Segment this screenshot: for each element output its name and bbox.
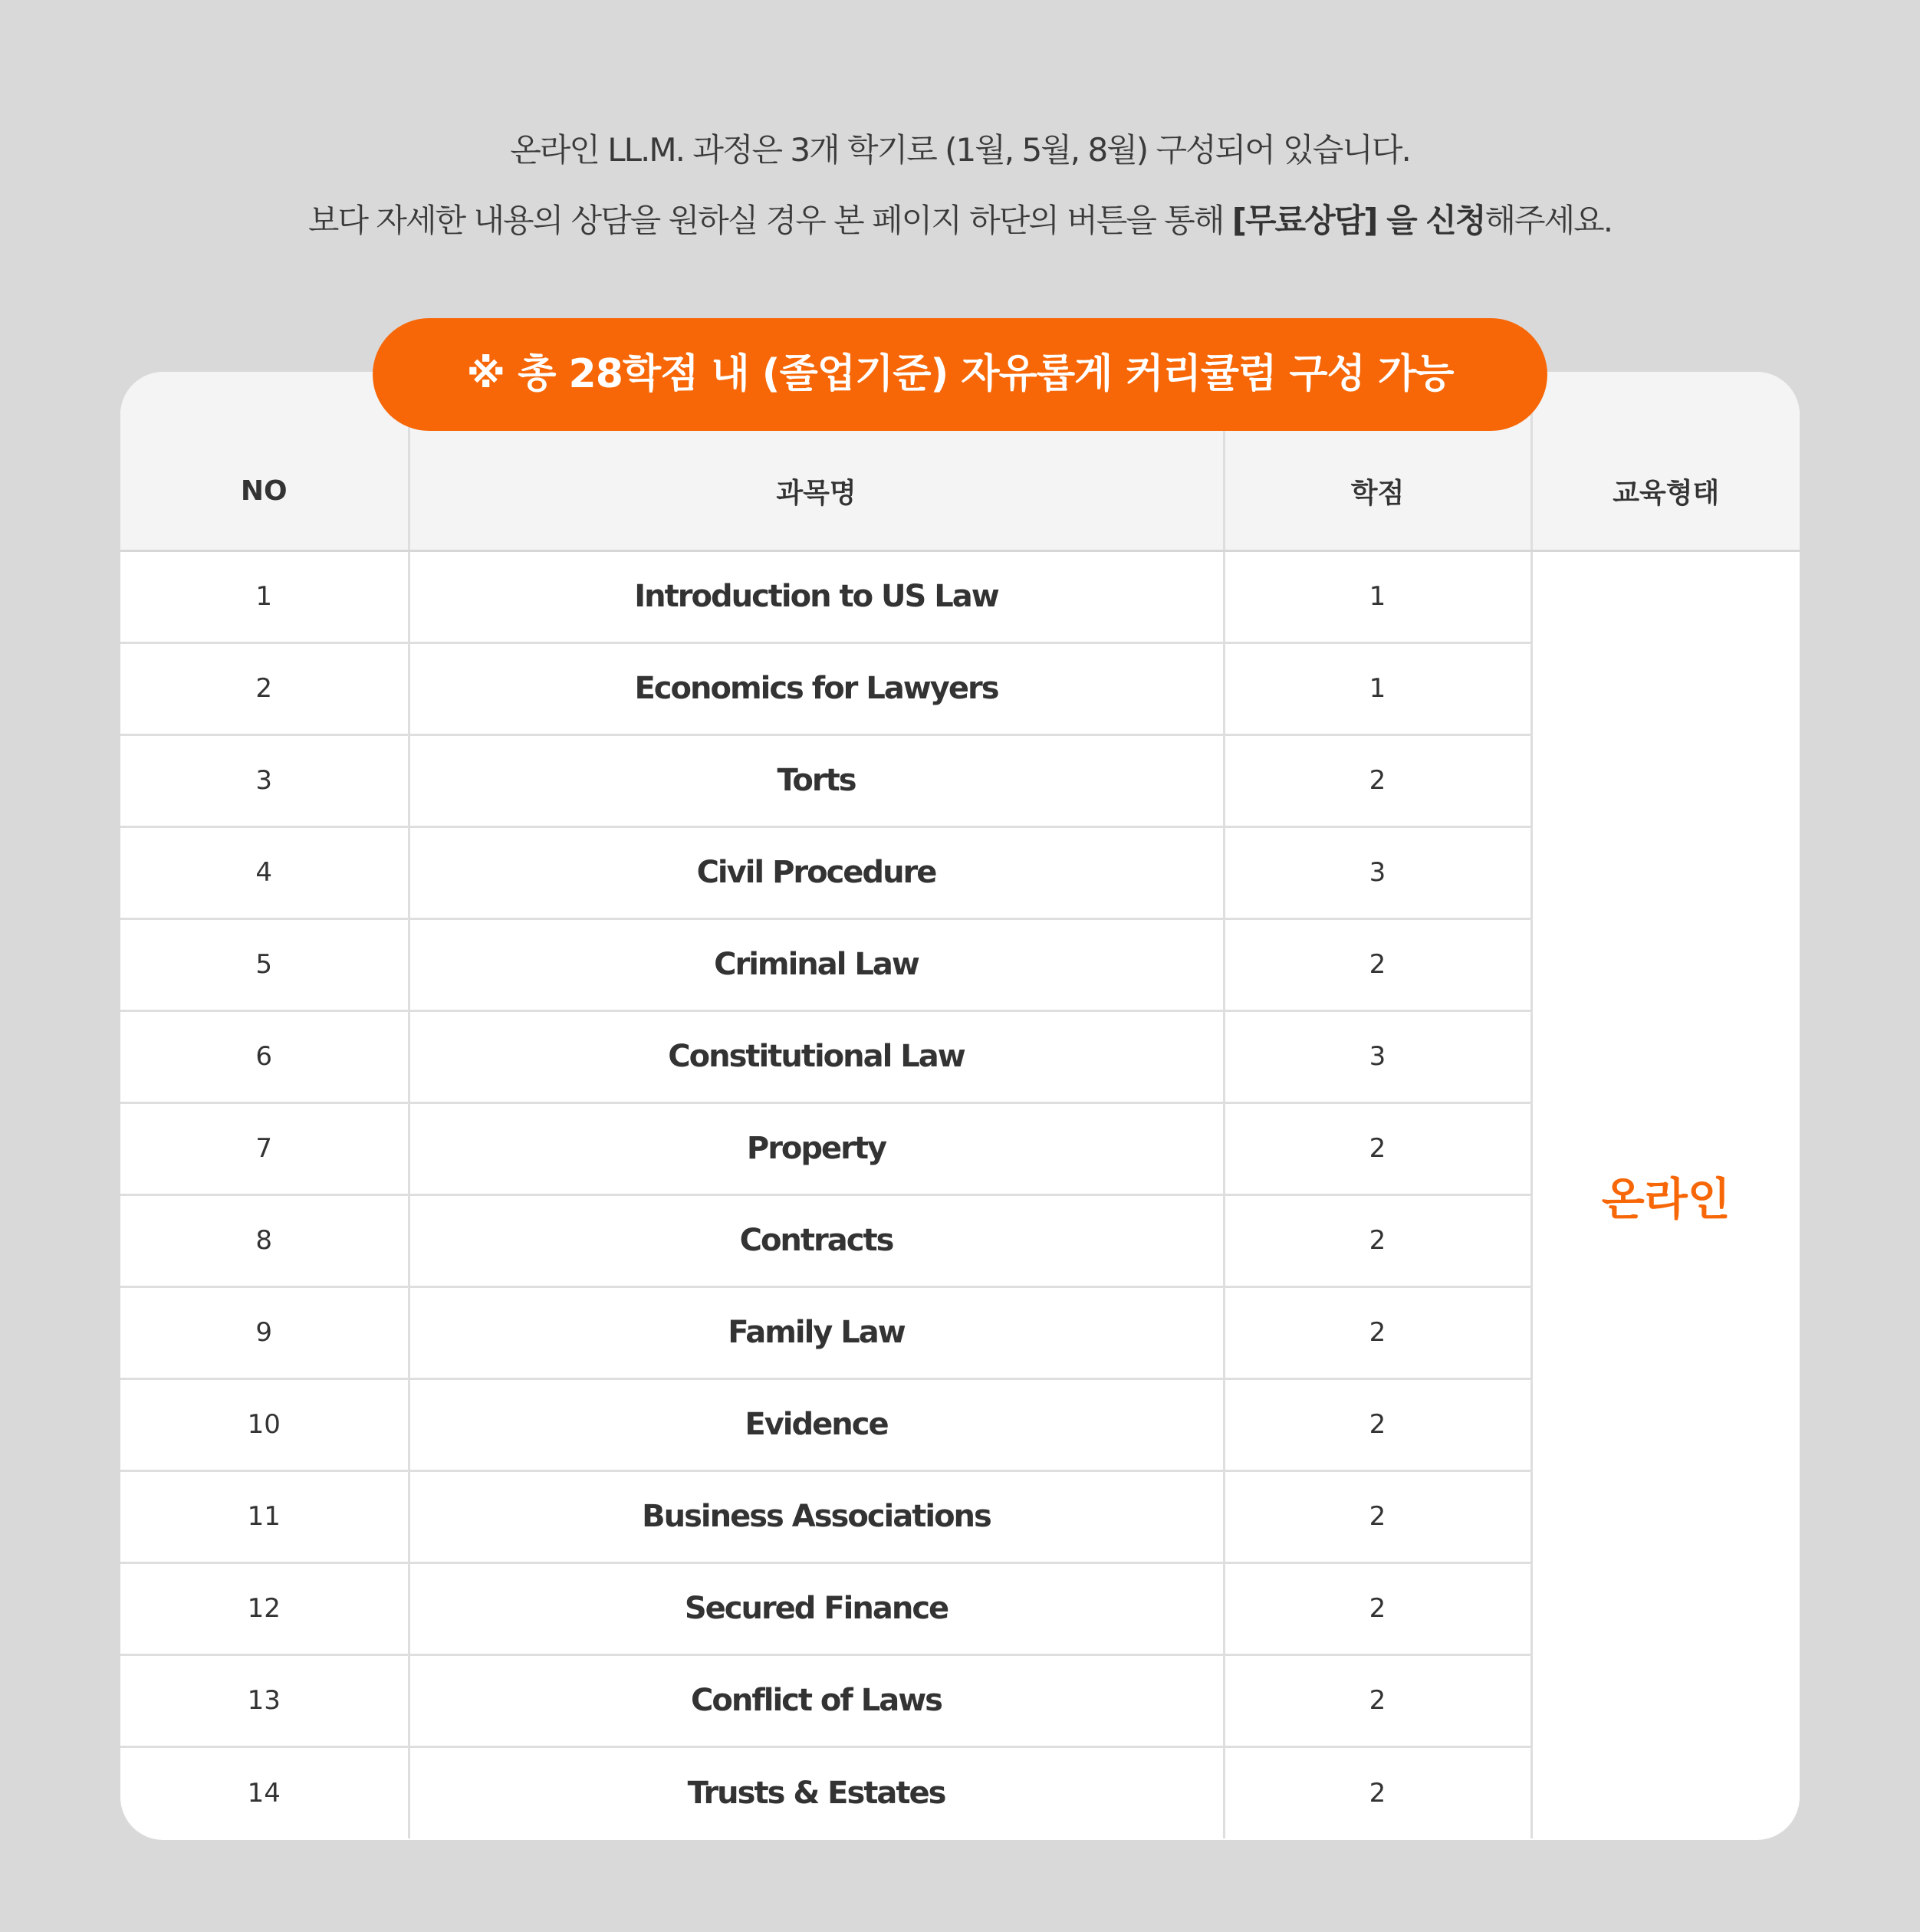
course-name: Criminal Law [409, 918, 1224, 1010]
row-no: 1 [120, 550, 409, 642]
course-name: Contracts [409, 1194, 1224, 1286]
row-no: 4 [120, 826, 409, 918]
course-name: Family Law [409, 1286, 1224, 1378]
course-name: Business Associations [409, 1470, 1224, 1562]
course-name: Secured Finance [409, 1562, 1224, 1654]
course-name: Civil Procedure [409, 826, 1224, 918]
row-no: 9 [120, 1286, 409, 1378]
row-no: 5 [120, 918, 409, 1010]
header-no: NO [120, 372, 409, 550]
header-credits: 학점 [1224, 372, 1531, 550]
course-name: Evidence [409, 1378, 1224, 1470]
apply-label: 신청 [1425, 202, 1485, 239]
course-name: Constitutional Law [409, 1010, 1224, 1102]
course-name: Introduction to US Law [409, 550, 1224, 642]
curriculum-card [120, 372, 1800, 1840]
row-no: 7 [120, 1102, 409, 1194]
header-course: 과목명 [409, 372, 1224, 550]
course-name: Trusts & Estates [409, 1746, 1224, 1838]
intro-line-2-prefix: 보다 자세한 내용의 상담을 원하실 경우 본 페이지 하단의 버튼을 통해 [307, 202, 1232, 239]
row-no: 12 [120, 1562, 409, 1654]
course-name: Economics for Lawyers [409, 642, 1224, 734]
course-credits: 2 [1224, 1286, 1531, 1378]
course-credits: 2 [1224, 1194, 1531, 1286]
course-name: Torts [409, 734, 1224, 826]
course-credits: 2 [1224, 734, 1531, 826]
row-no: 14 [247, 1777, 281, 1809]
table-row [120, 550, 1800, 642]
intro-line-2-suffix: 해주세요. [1484, 202, 1613, 239]
row-no: 6 [120, 1010, 409, 1102]
course-credits: 3 [1224, 1010, 1531, 1102]
course-credits: 3 [1224, 826, 1531, 918]
education-mode: 온라인 [1531, 550, 1800, 1838]
course-credits: 2 [1224, 1654, 1531, 1746]
row-no: 3 [120, 734, 409, 826]
row-no: 10 [120, 1378, 409, 1470]
course-credits: 2 [1224, 1562, 1531, 1654]
course-credits: 2 [1224, 918, 1531, 1010]
header-mode: 교육형태 [1531, 372, 1800, 550]
course-credits: 2 [1224, 1378, 1531, 1470]
course-credits: 2 [1224, 1470, 1531, 1562]
intro-line-1: 온라인 LL.M. 과정은 3개 학기로 (1월, 5월, 8월) 구성되어 있습니다. [510, 131, 1410, 169]
row-no: 2 [120, 642, 409, 734]
course-credits: 2 [1224, 1746, 1531, 1838]
row-no: 13 [120, 1654, 409, 1746]
course-credits: 1 [1224, 550, 1531, 642]
course-name: Conflict of Laws [409, 1654, 1224, 1746]
free-consultation-label: [무료상담] [1231, 202, 1377, 239]
intro-text [0, 115, 1920, 256]
curriculum-table [120, 372, 1800, 1838]
row-no: 11 [120, 1470, 409, 1562]
row-no: 8 [120, 1194, 409, 1286]
intro-line-2-middle: 을 [1376, 202, 1426, 239]
curriculum-banner: ※ 총 28학점 내 (졸업기준) 자유롭게 커리큘럼 구성 가능 [373, 318, 1547, 431]
course-credits: 2 [1224, 1102, 1531, 1194]
course-credits: 1 [1224, 642, 1531, 734]
course-name: Property [409, 1102, 1224, 1194]
intro-line-2 [0, 186, 1920, 256]
